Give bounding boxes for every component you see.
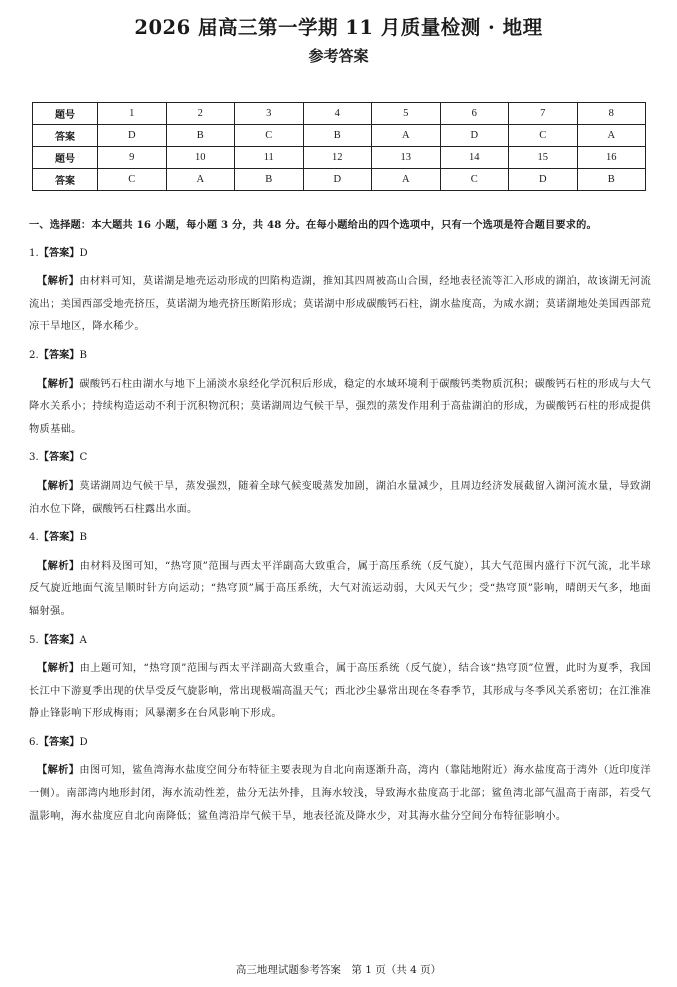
question-number: 5. (29, 634, 39, 646)
table-cell: 9 (98, 147, 167, 169)
answer-label: 【答案】 (38, 531, 80, 544)
question-number: 2. (29, 349, 39, 361)
table-cell: D (98, 125, 167, 147)
table-cell: 10 (166, 147, 235, 169)
table-cell: 7 (509, 103, 578, 125)
analysis-label: 【解析】 (37, 479, 80, 492)
table-cell: B (577, 169, 646, 191)
table-cell: 14 (440, 147, 509, 169)
table-cell: A (577, 125, 646, 147)
answer-table-row (33, 125, 646, 147)
answer-value: B (79, 532, 87, 544)
answer-value: A (79, 634, 87, 646)
document-subtitle: 参考答案 (308, 47, 369, 65)
analysis-text: 碳酸钙石柱由湖水与地下上涌淡水泉经化学沉积后形成，稳定的水域环境利于碳酸钙类物质沉积；碳酸钙石柱的形成与大气降水关系小；持续构造运动不利于沉积物沉积；莫诺湖周边气候干旱，强烈的蒸发作用利于高盐湖泊的形成，为碳酸钙石柱的形成提供物质基础。 (29, 378, 651, 435)
table-cell: 11 (235, 147, 304, 169)
analysis-paragraph (29, 555, 651, 624)
table-cell: A (166, 169, 235, 191)
answer-value: D (79, 736, 88, 748)
answer-table-row (33, 169, 646, 191)
table-cell: D (509, 169, 578, 191)
table-cell: 12 (303, 147, 372, 169)
answer-label: 【答案】 (38, 348, 80, 361)
question-answer-line (29, 242, 651, 266)
document-title: 2026 届高三第一学期 11 月质量检测 · 地理 (134, 16, 543, 39)
table-cell: 2 (166, 103, 235, 125)
analysis-text: 莫诺湖周边气候干旱，蒸发强烈，随着全球气候变暖蒸发加剧，湖泊水量减少，且周边经济发展截留入湖河流水量，导致湖泊水位下降，碳酸钙石柱露出水面。 (29, 480, 651, 515)
analysis-paragraph (29, 657, 651, 726)
table-cell: B (166, 125, 235, 147)
answer-table (32, 102, 646, 191)
answer-table-row (33, 147, 646, 169)
answer-label: 【答案】 (38, 633, 80, 646)
table-cell: B (303, 125, 372, 147)
answer-label: 【答案】 (38, 735, 80, 748)
analysis-text: 由图可知，鲨鱼湾海水盐度空间分布特征主要表现为自北向南逐渐升高，湾内（靠陆地附近）海水盐度高于湾外（近印度洋一侧）。南部湾内地形封闭，海水流动性差，盐分无法外排，且海水较浅，导致海水盐度高于北部；鲨鱼湾北部气温高于南部，若受气温影响，海水盐度应自北向南降低；鲨鱼湾沿岸气候干旱，地表径流及降水少，对其海水盐分空间分布特征影响小。 (29, 765, 651, 822)
table-cell: A (372, 125, 441, 147)
analysis-text: 由材料可知，莫诺湖是地壳运动形成的凹陷构造湖，推知其四周被高山合围，经地表径流等汇入形成的湖泊，故该湖无河流流出；美国西部受地壳挤压，莫诺湖为地壳挤压断陷形成；莫诺湖中形成碳酸钙石柱，湖水盐度高，为咸水湖；莫诺湖地处美国西部荒凉干旱地区，降水稀少。 (29, 276, 651, 333)
analysis-paragraph (29, 270, 651, 339)
table-cell: 4 (303, 103, 372, 125)
row-header: 题号 (33, 147, 98, 169)
question-answer-line (29, 446, 651, 470)
answer-explanations (29, 214, 651, 828)
analysis-label: 【解析】 (37, 662, 80, 675)
question-number: 4. (29, 532, 39, 544)
answer-value: C (79, 452, 88, 464)
table-cell: D (440, 125, 509, 147)
question-answer-line (29, 526, 651, 550)
analysis-label: 【解析】 (37, 764, 80, 777)
table-cell: 15 (509, 147, 578, 169)
row-header: 答案 (33, 169, 98, 191)
table-cell: A (372, 169, 441, 191)
analysis-paragraph (29, 475, 651, 521)
table-cell: C (98, 169, 167, 191)
table-cell: B (235, 169, 304, 191)
analysis-text: 由上题可知，“热穹顶”范围与西太平洋副高大致重合，属于高压系统（反气旋），结合该“热穹顶”位置，此时为夏季，我国长江中下游夏季出现的伏旱受反气旋影响，常出现极端高温天气；西北沙尘暴常出现在冬春季节，其形成与冬季风关系密切；在江淮准静止锋影响下形成梅雨；风暴潮多在台风影响下形成。 (29, 663, 651, 720)
question-number: 6. (29, 736, 39, 748)
table-cell: 8 (577, 103, 646, 125)
analysis-label: 【解析】 (37, 275, 80, 288)
answer-value: D (79, 247, 88, 259)
question-number: 3. (29, 452, 39, 464)
answer-value: B (79, 349, 87, 361)
section-intro: 一、选择题：本大题共 16 小题，每小题 3 分，共 48 分。在每小题给出的四个选项中，只有一个选项是符合题目要求的。 (29, 219, 597, 231)
analysis-paragraph (29, 373, 651, 442)
table-cell: D (303, 169, 372, 191)
question-number: 1. (29, 247, 39, 259)
analysis-label: 【解析】 (37, 559, 80, 572)
table-cell: 13 (372, 147, 441, 169)
answer-label: 【答案】 (38, 246, 80, 259)
table-cell: C (235, 125, 304, 147)
question-answer-line (29, 731, 651, 755)
answer-table-row (33, 103, 646, 125)
table-cell: 6 (440, 103, 509, 125)
table-cell: 16 (577, 147, 646, 169)
question-answer-line (29, 344, 651, 368)
analysis-text: 由材料及图可知，“热穹顶”范围与西太平洋副高大致重合，属于高压系统（反气旋），其大气范围内盛行下沉气流，北半球反气旋近地面气流呈顺时针方向运动；“热穹顶”属于高压系统，大气对流运动弱，大风天气少；受“热穹顶”影响，晴朗天气多，地面辐射强。 (29, 560, 651, 617)
answer-label: 【答案】 (38, 451, 80, 464)
row-header: 答案 (33, 125, 98, 147)
question-answer-line (29, 629, 651, 653)
row-header: 题号 (33, 103, 98, 125)
analysis-label: 【解析】 (37, 377, 80, 390)
table-cell: C (509, 125, 578, 147)
analysis-paragraph (29, 759, 651, 828)
table-cell: C (440, 169, 509, 191)
table-cell: 3 (235, 103, 304, 125)
table-cell: 1 (98, 103, 167, 125)
page-footer: 高三地理试题参考答案 第 1 页（共 4 页） (235, 964, 442, 976)
table-cell: 5 (372, 103, 441, 125)
